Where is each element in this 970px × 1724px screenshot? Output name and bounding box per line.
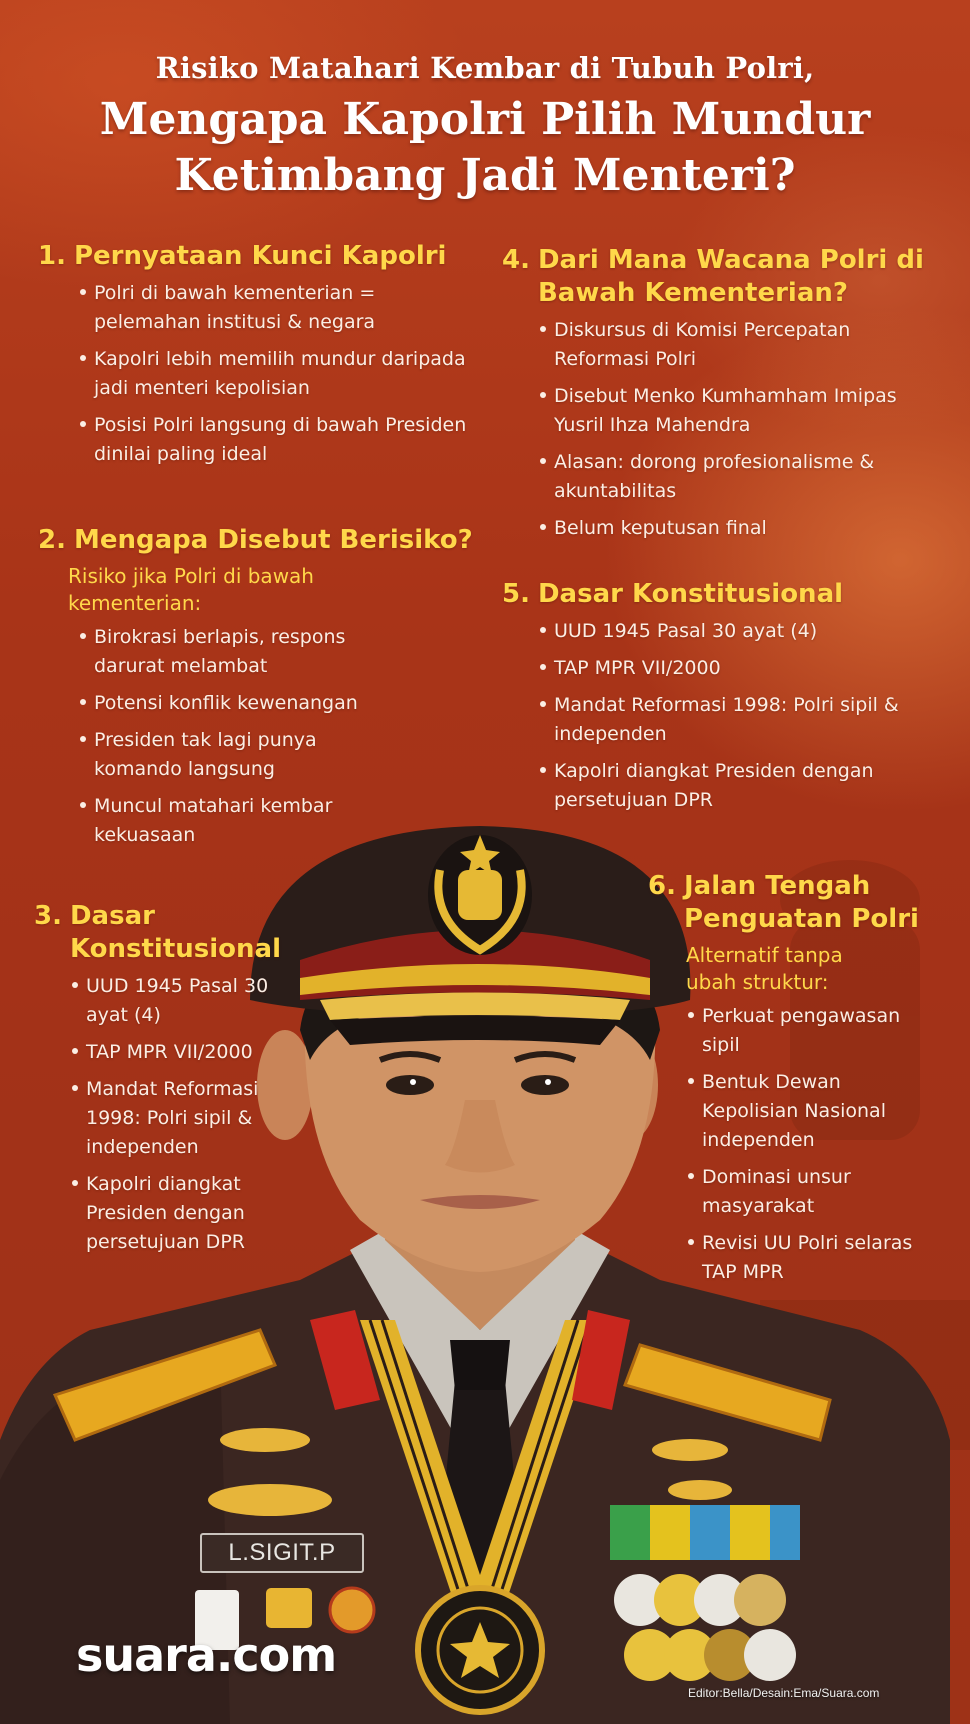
list-item: Mandat Reformasi 1998: Polri sipil & independen — [538, 691, 948, 749]
section-title: Pernyataan Kunci Kapolri — [73, 241, 447, 271]
list-item: Revisi UU Polri selaras TAP MPR — [686, 1229, 926, 1287]
list-item: Disebut Menko Kumhamham Imipas Yusril Ihza Mahendra — [538, 382, 948, 440]
section-heading — [38, 240, 478, 273]
list-item: Kapolri diangkat Presiden dengan persetujuan DPR — [70, 1170, 270, 1257]
section-heading — [34, 900, 284, 966]
bullet-list — [78, 279, 478, 469]
list-item: Perkuat pengawasan sipil — [686, 1002, 926, 1060]
infographic-title — [0, 48, 970, 204]
title-line-1: Mengapa Kapolri Pilih Mundur — [99, 94, 871, 145]
list-item: Alasan: dorong profesionalisme & akuntabilitas — [538, 448, 948, 506]
list-item: Mandat Reformasi 1998: Polri sipil & independen — [70, 1075, 270, 1162]
list-item: Kapolri lebih memilih mundur daripada jadi menteri kepolisian — [78, 345, 478, 403]
list-item: Muncul matahari kembar kekuasaan — [78, 792, 408, 850]
list-item: Potensi konflik kewenangan — [78, 689, 408, 718]
section-heading — [502, 578, 962, 611]
section-intro: Alternatif tanpa ubah struktur: — [686, 943, 843, 994]
section-heading — [38, 524, 478, 557]
uniform-nametag: L.SIGIT.P — [200, 1533, 364, 1573]
list-item: Diskursus di Komisi Percepatan Reformasi Polri — [538, 316, 948, 374]
section-heading — [502, 244, 962, 310]
bullet-list — [538, 316, 948, 543]
section-number: 6. — [648, 871, 676, 901]
suara-logo: suara.com — [76, 1628, 337, 1682]
bullet-list — [78, 623, 408, 850]
list-item: Polri di bawah kementerian = pelemahan institusi & negara — [78, 279, 478, 337]
section-dari-mana-wacana — [502, 244, 962, 551]
list-item: Birokrasi berlapis, respons darurat melambat — [78, 623, 408, 681]
list-item: UUD 1945 Pasal 30 ayat (4) — [70, 972, 270, 1030]
list-item: Posisi Polri langsung di bawah Presiden dinilai paling ideal — [78, 411, 478, 469]
section-mengapa-berisiko — [38, 524, 478, 858]
section-number: 3. — [34, 901, 62, 931]
section-number: 4. — [502, 245, 530, 275]
list-item: Belum keputusan final — [538, 514, 948, 543]
credit-line: Editor:Bella/Desain:Ema/Suara.com — [688, 1686, 880, 1700]
title-subtitle: Risiko Matahari Kembar di Tubuh Polri, — [155, 51, 815, 85]
list-item: TAP MPR VII/2000 — [538, 654, 948, 683]
section-title: Dari Mana Wacana Polri di Bawah Kementerian? — [537, 245, 924, 308]
section-title: Dasar Konstitusional — [69, 901, 282, 964]
list-item: Dominasi unsur masyarakat — [686, 1163, 926, 1221]
section-title: Mengapa Disebut Berisiko? — [73, 525, 473, 555]
bullet-list — [70, 972, 270, 1257]
list-item: Bentuk Dewan Kepolisian Nasional independen — [686, 1068, 926, 1155]
section-pernyataan-kunci — [38, 240, 478, 477]
section-jalan-tengah — [648, 870, 958, 1295]
bullet-list — [538, 617, 948, 815]
list-item: Presiden tak lagi punya komando langsung — [78, 726, 408, 784]
section-number: 5. — [502, 579, 530, 609]
title-line-2: Ketimbang Jadi Menteri? — [174, 150, 796, 201]
section-number: 1. — [38, 241, 66, 271]
section-title: Dasar Konstitusional — [537, 579, 844, 609]
bullet-list — [686, 1002, 926, 1287]
section-title: Jalan Tengah Penguatan Polri — [683, 871, 919, 934]
list-item: TAP MPR VII/2000 — [70, 1038, 270, 1067]
section-intro: Risiko jika Polri di bawah kementerian: — [68, 564, 314, 615]
section-heading — [648, 870, 958, 936]
list-item: UUD 1945 Pasal 30 ayat (4) — [538, 617, 948, 646]
section-dasar-konstitusional-right — [502, 578, 962, 823]
section-number: 2. — [38, 525, 66, 555]
section-dasar-konstitusional-left — [34, 900, 284, 1265]
list-item: Kapolri diangkat Presiden dengan persetujuan DPR — [538, 757, 948, 815]
